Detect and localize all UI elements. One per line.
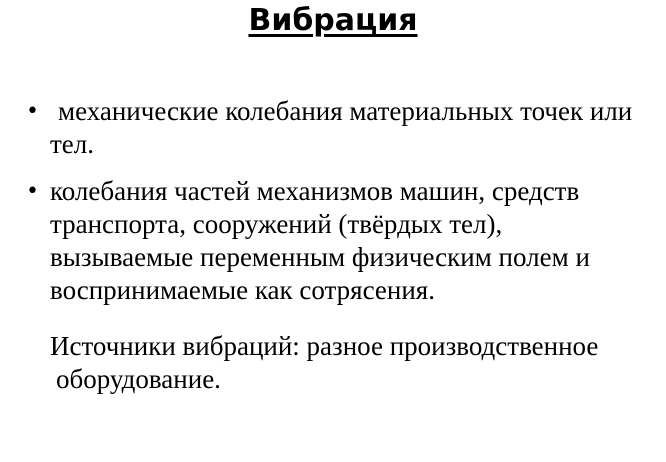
list-item-text: механические колебания материальных точек или тел. xyxy=(50,96,633,159)
slide-title: Вибрация xyxy=(248,3,418,38)
list-item-text: колебания частей механизмов машин, средств транспорта, сооружений (твёрдых тел), вызываемые переменным физическим полем и воспринимаемые как сотрясения. xyxy=(50,176,590,305)
bullet-icon: • xyxy=(26,99,39,124)
sources-paragraph: Источники вибраций: разное производственное оборудование. xyxy=(50,331,599,394)
definition-list xyxy=(20,95,645,321)
list-item xyxy=(20,95,645,161)
bullet-icon: • xyxy=(26,179,39,204)
list-item xyxy=(20,175,645,307)
